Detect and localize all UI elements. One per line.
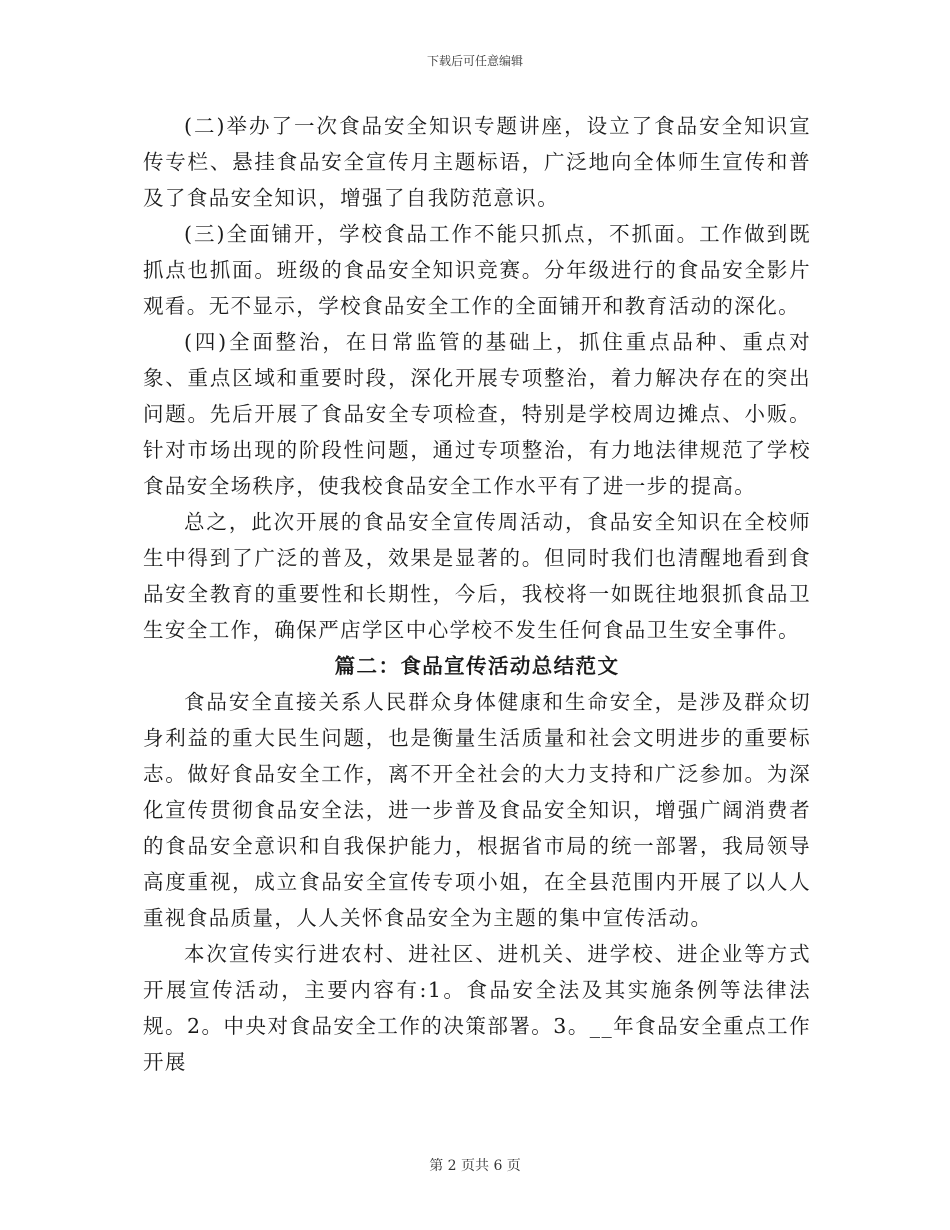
page-footer-number: 第 2 页共 6 页 xyxy=(429,1158,521,1174)
section-heading: 篇二：食品宣传活动总结范文 xyxy=(334,654,620,678)
page-header-note: 下载后可任意编辑 xyxy=(426,54,523,68)
paragraph-4: (四)全面整治，在日常监管的基础上，抓住重点品种、重点对象、重点区域和重要时段，深化开展专项整治，着力解决存在的突出问题。先后开展了食品安全专项检查，特别是学校周边摊点、小贩。针对市场出现的阶段性问题，通过专项整治，有力地法律规范了学校食品安全场秩序，使我校食品安全工作水平有了进一步的提高。 xyxy=(143,330,811,498)
paragraph-intro: 食品安全直接关系人民群众身体健康和生命安全，是涉及群众切身利益的重大民生问题，也是衡量生活质量和社会文明进步的重要标志。做好食品安全工作，离不开全社会的大力支持和广泛参加。为深化宣传贯彻食品安全法，进一步普及食品安全知识，增强广阔消费者的食品安全意识和自我保护能力，根据省市局的统一部署，我局领导高度重视，成立食品安全宣传专项小姐，在全县范围内开展了以人人重视食品质量，人人关怀食品安全为主题的集中宣传活动。 xyxy=(143,690,811,930)
paragraph-2: (二)举办了一次食品安全知识专题讲座，设立了食品安全知识宣传专栏、悬挂食品安全宣传月主题标语，广泛地向全体师生宣传和普及了食品安全知识，增强了自我防范意识。 xyxy=(143,114,811,210)
paragraph-summary: 总之，此次开展的食品安全宣传周活动，食品安全知识在全校师生中得到了广泛的普及，效果是显著的。但同时我们也清醒地看到食品安全教育的重要性和长期性，今后，我校将一如既往地狠抓食品卫生安全工作，确保严店学区中心学校不发生任何食品卫生安全事件。 xyxy=(143,510,811,642)
document-body xyxy=(143,108,811,1080)
paragraph-content-list: 本次宣传实行进农村、进社区、进机关、进学校、进企业等方式开展宣传活动，主要内容有:1。食品安全法及其实施条例等法律法规。2。中央对食品安全工作的决策部署。3。__年食品安全重点工作开展 xyxy=(143,942,811,1074)
paragraph-3: (三)全面铺开，学校食品工作不能只抓点，不抓面。工作做到既抓点也抓面。班级的食品安全知识竞赛。分年级进行的食品安全影片观看。无不显示，学校食品安全工作的全面铺开和教育活动的深化。 xyxy=(143,222,811,318)
